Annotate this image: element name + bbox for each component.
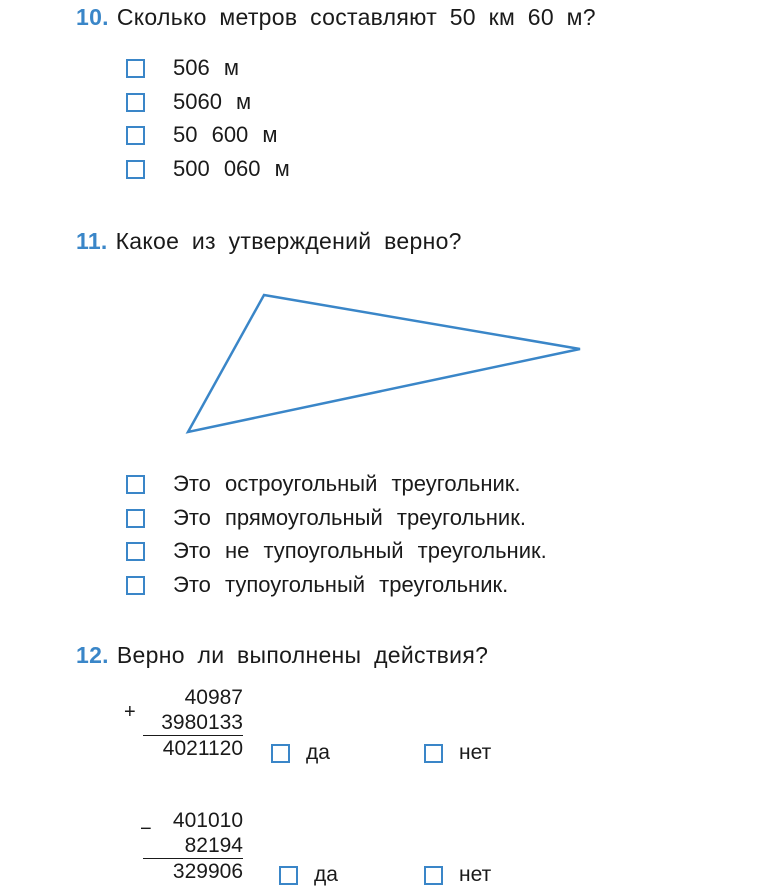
calc-1-yes-label: да: [306, 741, 330, 764]
calc-2-operator: −: [140, 818, 152, 840]
calc-2-column: [143, 808, 243, 884]
calc-1-addend-2: 3980133: [143, 710, 243, 736]
question-11-number: 11.: [76, 228, 108, 254]
calc-1-addend-1: 40987: [184, 686, 243, 709]
calc-2-no-checkbox[interactable]: [424, 866, 443, 885]
calc-2-yes[interactable]: [279, 863, 338, 887]
question-11-text: Какое из утверждений верно?: [115, 228, 462, 254]
q10-option-2-label: 5060 м: [173, 89, 252, 114]
q10-option-1-label: 506 м: [173, 55, 239, 80]
q11-option-2[interactable]: [126, 505, 526, 531]
calc-1-column: [143, 685, 243, 761]
q11-option-1[interactable]: [126, 471, 521, 497]
calc-1-no-checkbox[interactable]: [424, 744, 443, 763]
calc-1-no[interactable]: [424, 741, 491, 765]
q10-option-4-label: 500 060 м: [173, 156, 290, 181]
calc-1-operator: +: [124, 701, 136, 723]
calc-1-no-label: нет: [459, 741, 492, 764]
question-12-title: [76, 642, 488, 669]
question-10-text: Сколько метров составляют 50 км 60 м?: [116, 4, 596, 30]
calc-1-yes[interactable]: [271, 741, 330, 765]
q11-option-2-label: Это прямоугольный треугольник.: [173, 505, 526, 530]
q11-option-3[interactable]: [126, 538, 547, 564]
q11-option-4-label: Это тупоугольный треугольник.: [173, 572, 509, 597]
q11-option-3-label: Это не тупоугольный треугольник.: [173, 538, 547, 563]
calc-2-result: 329906: [172, 860, 243, 883]
calc-2-yes-label: да: [314, 863, 338, 886]
q10-option-3-label: 50 600 м: [173, 122, 278, 147]
calc-2-no[interactable]: [424, 863, 491, 887]
calc-1-result: 4021120: [162, 737, 243, 760]
question-12-number: 12.: [76, 642, 109, 668]
q11-option-4-checkbox[interactable]: [126, 576, 145, 595]
obtuse-triangle: [188, 295, 580, 432]
calc-2-no-label: нет: [459, 863, 492, 886]
q11-option-4[interactable]: [126, 572, 508, 598]
calc-1-yes-checkbox[interactable]: [271, 744, 290, 763]
q11-option-1-checkbox[interactable]: [126, 475, 145, 494]
q11-option-2-checkbox[interactable]: [126, 509, 145, 528]
q11-option-1-label: Это остроугольный треугольник.: [173, 471, 521, 496]
question-10-number: 10.: [76, 4, 109, 30]
question-12-text: Верно ли выполнены действия?: [116, 642, 489, 668]
q11-option-3-checkbox[interactable]: [126, 542, 145, 561]
calc-2-subtrahend: 82194: [143, 833, 243, 859]
calc-2-yes-checkbox[interactable]: [279, 866, 298, 885]
calc-2-minuend: 401010: [172, 809, 243, 832]
